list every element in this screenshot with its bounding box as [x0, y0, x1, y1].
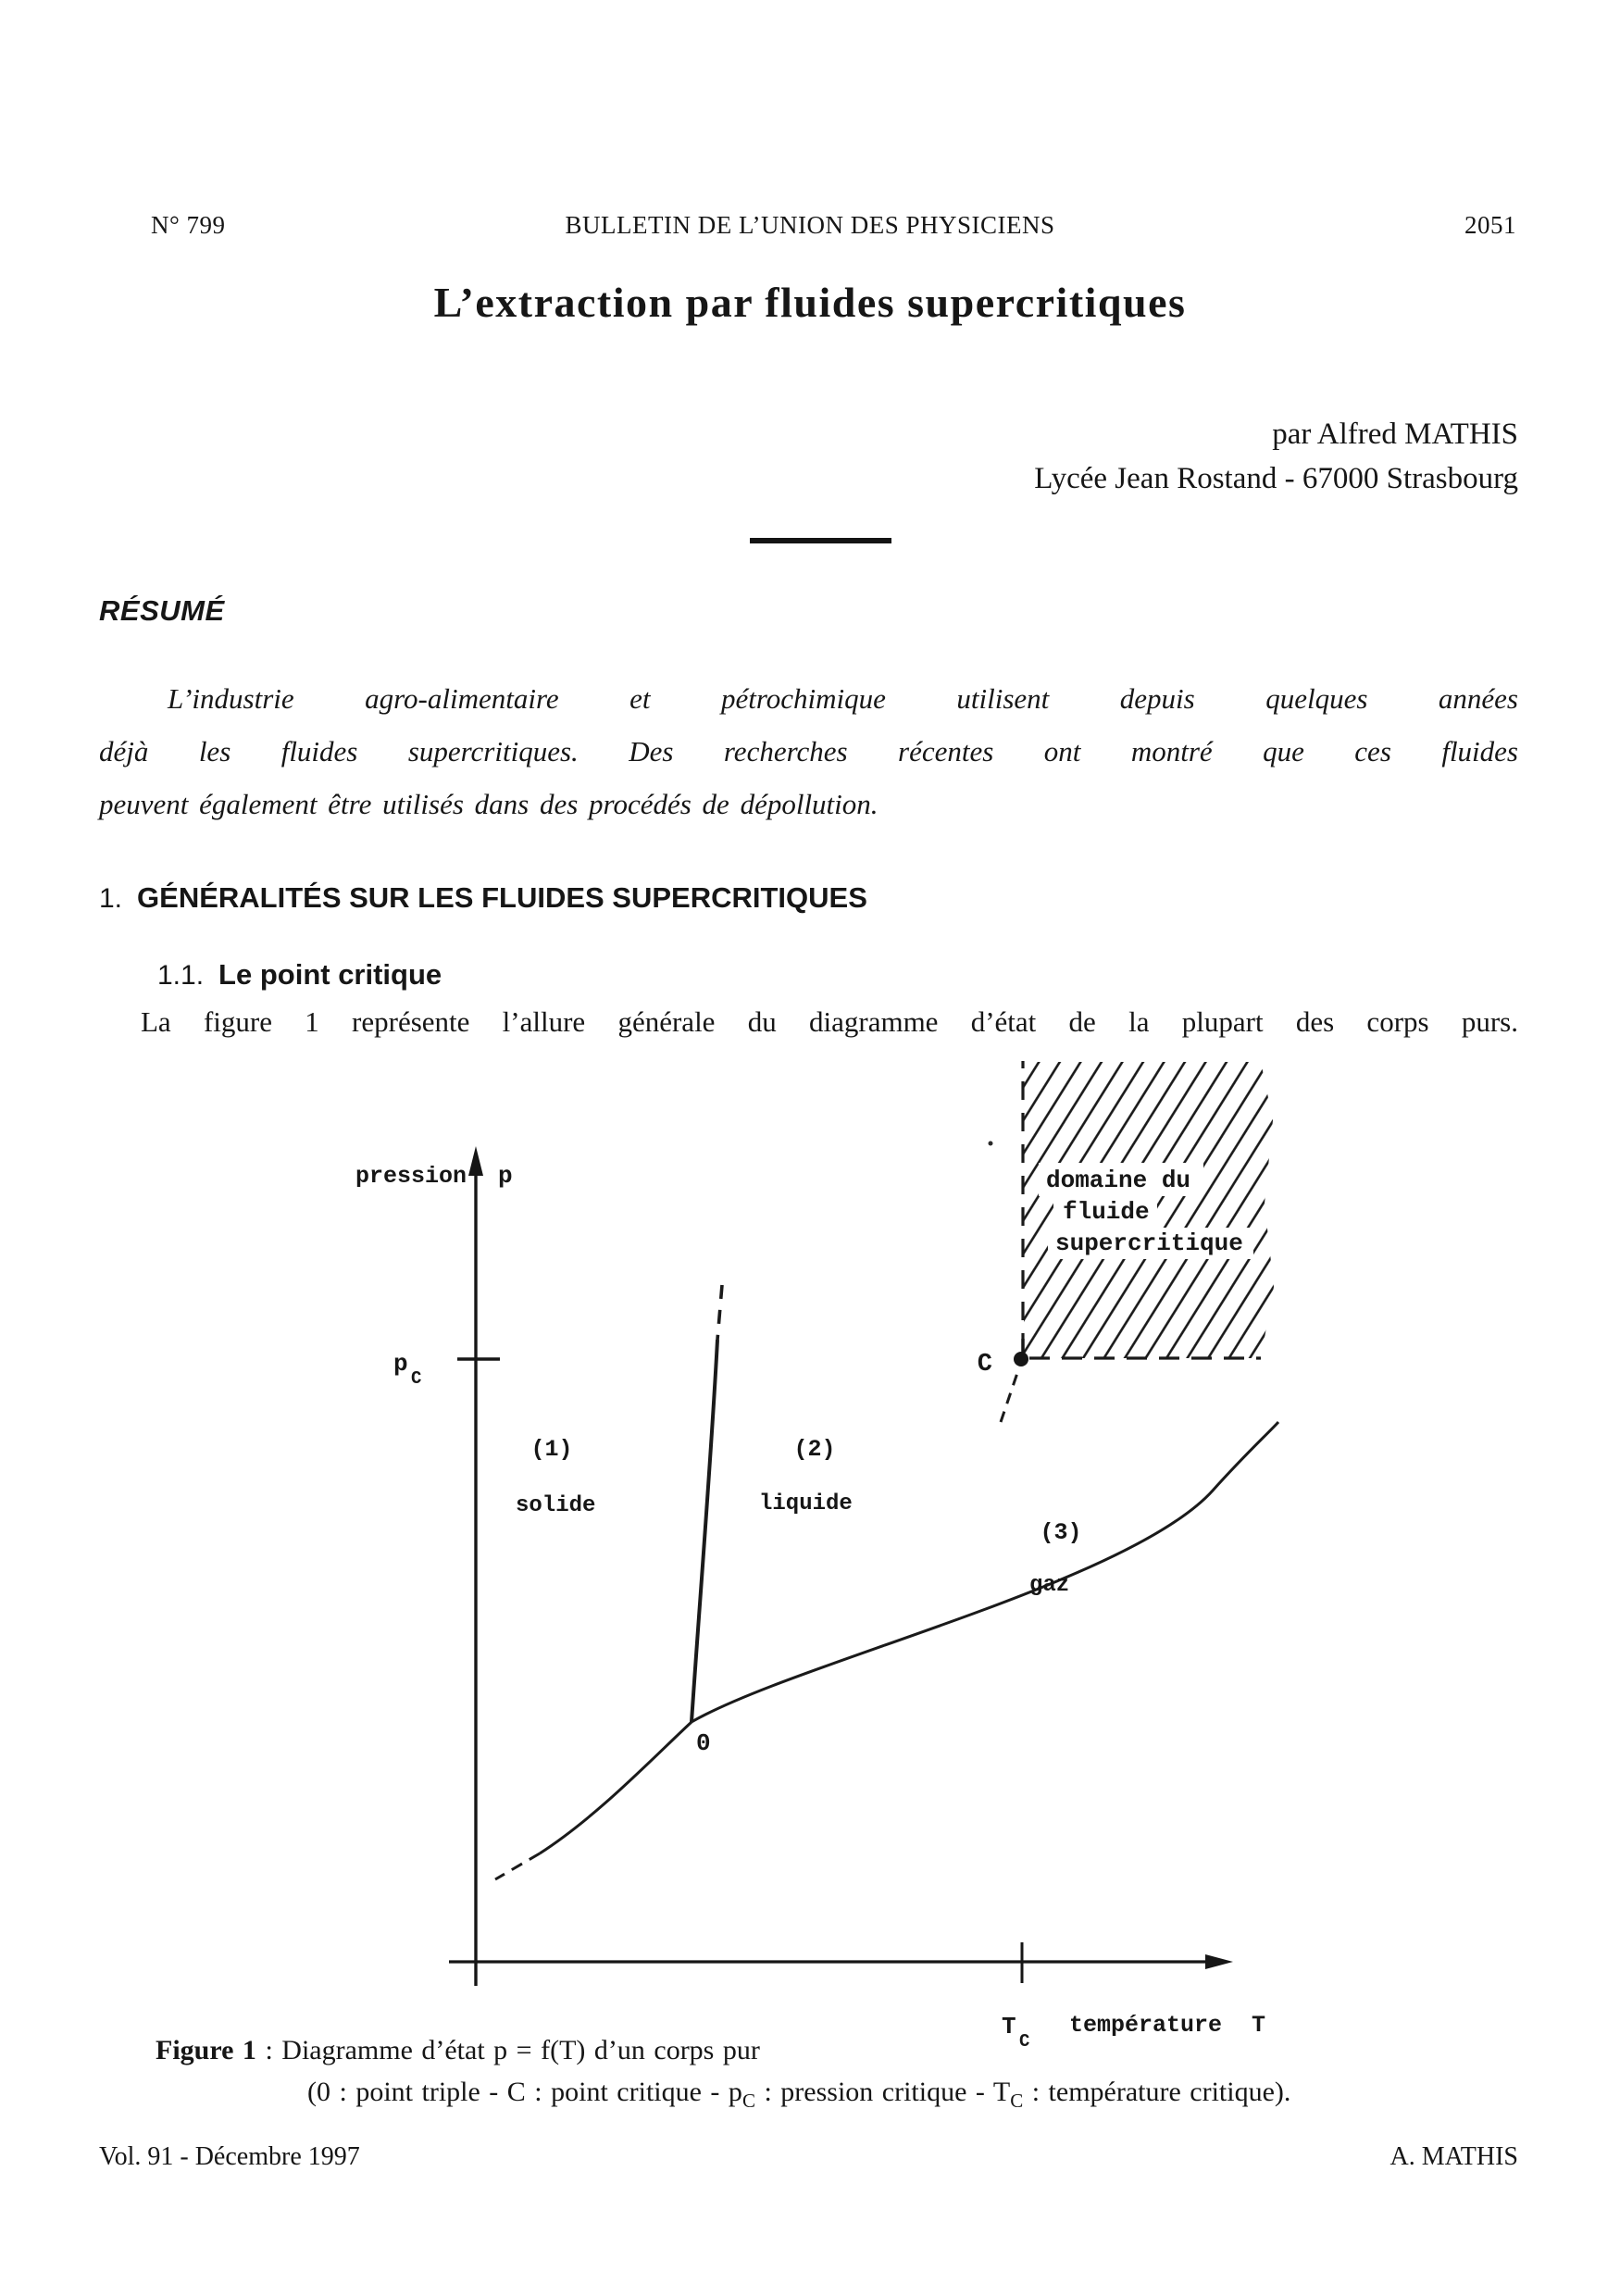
byline-author: par Alfred MATHIS [1272, 418, 1518, 451]
unused-path-5 [692, 1422, 1216, 1722]
caption-sub-1: C [741, 2090, 755, 2112]
vaporization-curve [692, 1422, 1278, 1722]
section-1-title: GÉNÉRALITÉS SUR LES FLUIDES SUPERCRITIQUES [137, 881, 867, 914]
page-footer [99, 2142, 1518, 2172]
unused-path-2 [692, 1422, 1252, 1722]
section-1-number: 1. [99, 883, 123, 914]
tc-label-subscript: C [1019, 2031, 1030, 2052]
caption-part-a: (0 : point triple - C : point critique - p [307, 2077, 742, 2107]
unused-path [692, 1602, 1246, 1722]
byline-affiliation: Lycée Jean Rostand - 67000 Strasbourg [1034, 462, 1518, 495]
figure-caption-line-2 [307, 2071, 1498, 2122]
pc-label-base: p [393, 1350, 408, 1378]
section-1-1-title: Le point critique [218, 958, 442, 991]
caption-sub-2: C [1010, 2090, 1024, 2112]
caption-part-b: : pression critique - T [754, 2077, 1011, 2107]
unused-path-4 [692, 1421, 1278, 1722]
region-1-name: solide [516, 1493, 596, 1518]
region-3-name: gaz [1029, 1573, 1070, 1598]
section-1-heading [99, 881, 867, 915]
domain-label-line-3: supercritique [1055, 1229, 1243, 1257]
section-1-1-heading [157, 958, 442, 992]
fusion-curve [692, 1340, 717, 1722]
footer-author: A. MATHIS [1389, 2142, 1518, 2171]
figure-phase-diagram [278, 1046, 1352, 2065]
scan-speck [989, 1142, 993, 1146]
intro-paragraph: La figure 1 représente l’allure générale du diagramme d’état de la plupart des corps purs. [141, 1005, 1518, 1038]
sublimation-curve-dashed-tail [495, 1853, 540, 1879]
byline [1034, 412, 1518, 501]
pressure-axis-label: pression [355, 1163, 467, 1190]
fusion-curve-dashed-extension [717, 1285, 722, 1340]
footer-volume-date: Vol. 91 - Décembre 1997 [99, 2142, 360, 2171]
unused-path-6 [692, 1423, 1236, 1722]
vaporization-dashed-segment [1001, 1370, 1018, 1422]
temperature-axis-arrowhead-icon [1205, 1954, 1233, 1969]
figure-caption-line-1 [156, 2029, 1498, 2071]
article-title: L’extraction par fluides supercritiques [433, 279, 1187, 326]
unused-line [1018, 1370, 1278, 1422]
sublimation-curve [540, 1722, 692, 1853]
pc-label-subscript: C [411, 1368, 422, 1389]
header-page-number: 2051 [1464, 211, 1516, 239]
section-1-1-number: 1.1. [157, 960, 205, 991]
header-issue-number: N° 799 [151, 211, 226, 239]
region-1-number: (1) [530, 1436, 573, 1463]
region-2-name: liquide [759, 1491, 853, 1516]
resume-line-2: déjà les fluides supercritiques. Des recherches récentes ont montré que ces fluides [99, 735, 1518, 767]
domain-label-line-1: domaine du [1046, 1167, 1191, 1194]
region-2-number: (2) [793, 1436, 836, 1463]
figure-caption-number: Figure 1 [156, 2035, 256, 2065]
temperature-axis-label: température [1069, 2012, 1223, 2039]
caption-part-c: : température critique). [1023, 2077, 1291, 2107]
resume-paragraph [99, 672, 1518, 830]
resume-line-1: L’industrie agro-alimentaire et pétrochimique utilisent depuis quelques années [168, 682, 1518, 715]
critical-point-label: C [977, 1351, 992, 1379]
pressure-axis-arrowhead-icon [468, 1146, 483, 1176]
header-journal-name: BULLETIN DE L’UNION DES PHYSICIENS [565, 211, 1055, 239]
unused-path-3 [692, 1414, 1226, 1722]
temperature-symbol-label: T [1252, 2012, 1266, 2039]
domain-label-line-2: fluide [1063, 1198, 1150, 1226]
section-divider-rule [750, 538, 891, 543]
triple-point-label: 0 [696, 1729, 711, 1757]
region-3-number: (3) [1040, 1519, 1082, 1546]
critical-point-dot [1014, 1352, 1028, 1366]
resume-line-3: peuvent également être utilisés dans des procédés de dépollution. [99, 788, 879, 820]
figure-caption [156, 2029, 1498, 2122]
figure-caption-text: : Diagramme d’état p = f(T) d’un corps pur [255, 2035, 760, 2065]
tc-label-base: T [1002, 2013, 1016, 2040]
pressure-symbol-label: p [498, 1162, 513, 1190]
resume-heading: RÉSUMÉ [99, 594, 225, 627]
